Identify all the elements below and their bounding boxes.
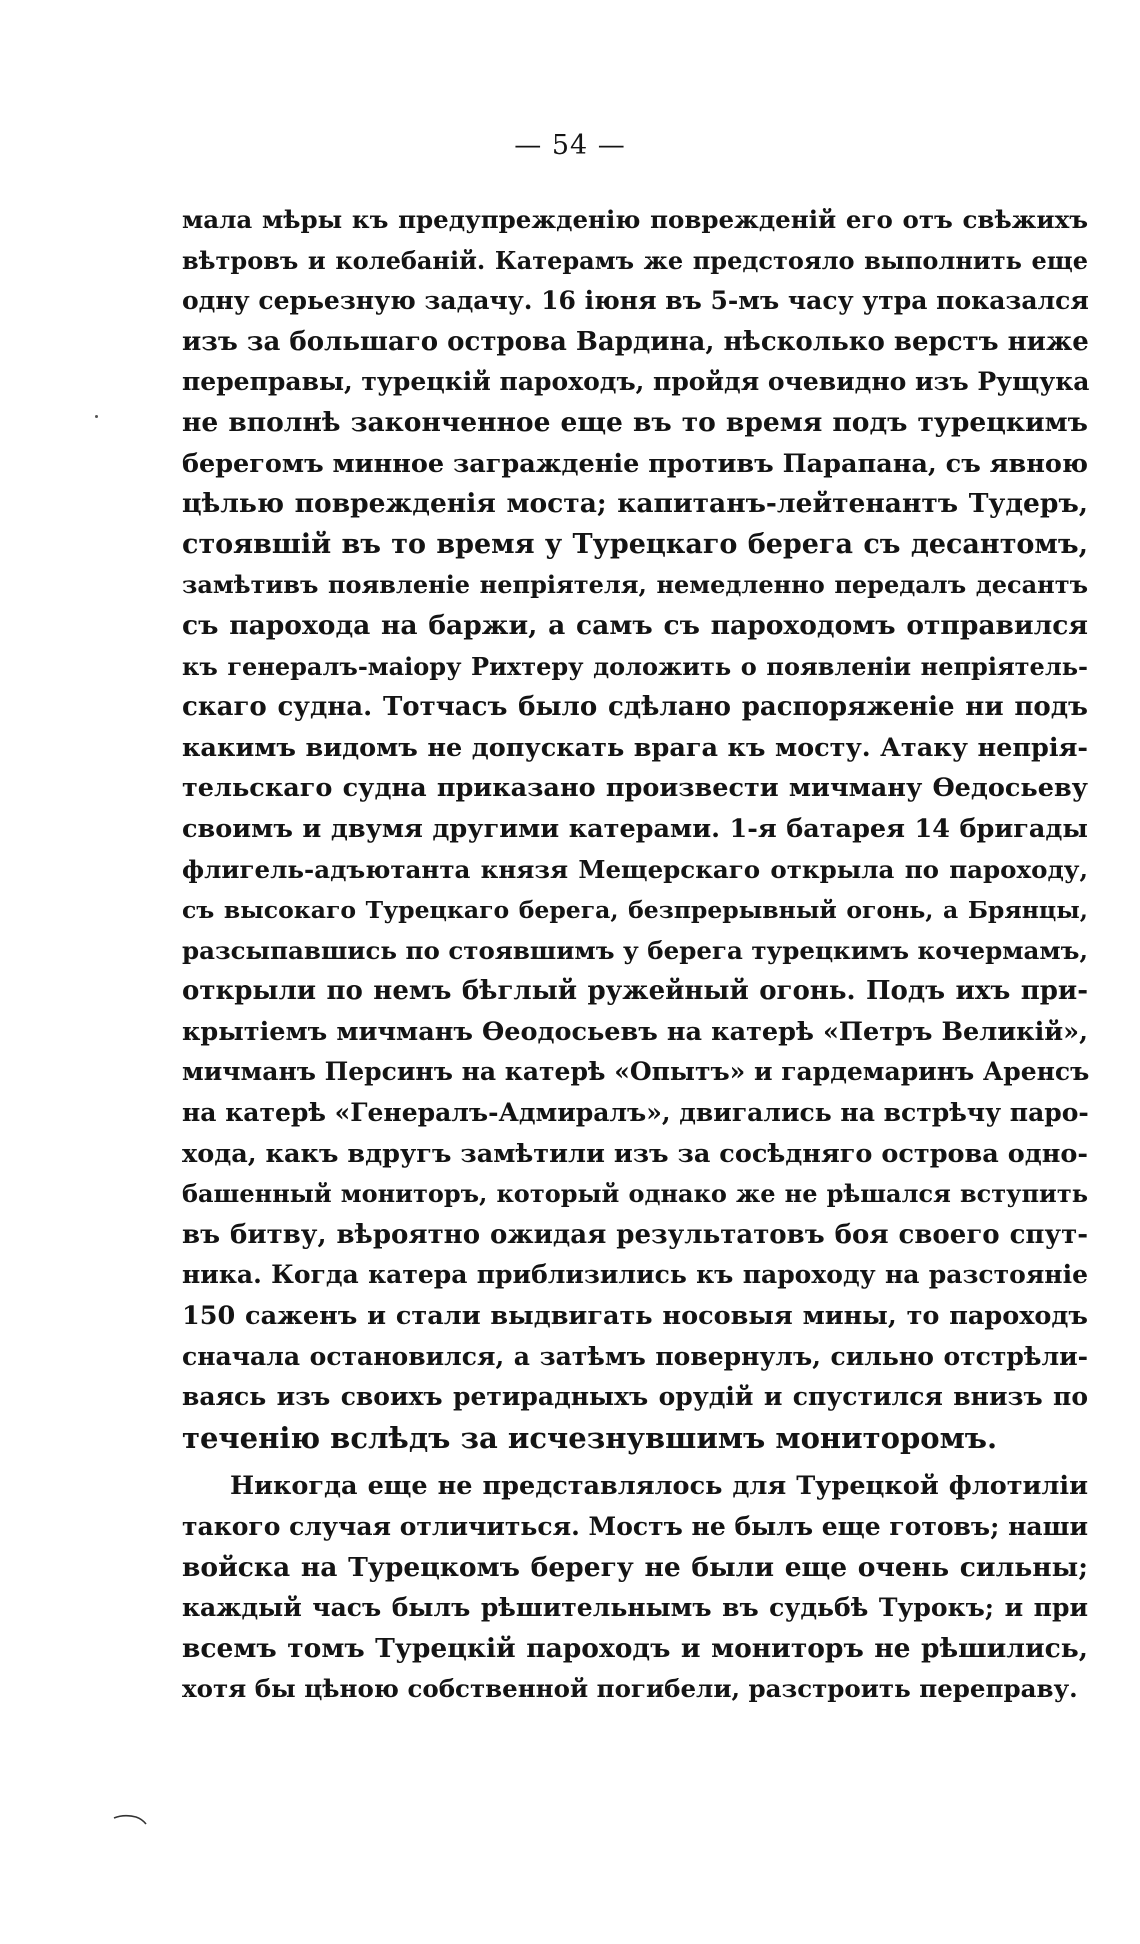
text-line: мичманъ Персинъ на катерѣ «Опытъ» и гардемаринъ Аренсъ [182,1057,1090,1087]
paragraph [182,1466,1088,1710]
text-line: войска на Турецкомъ берегу не были еще очень сильны; [182,1551,1088,1583]
text-line: разсыпавшись по стоявшимъ у берега турецкимъ кочермамъ, [182,935,1088,965]
text-line: какимъ видомъ не допускать врага къ мосту. Атаку непрія- [182,732,1088,763]
text-line: всемъ томъ Турецкій пароходъ и мониторъ не рѣшились, [182,1632,1088,1664]
text-line: флигель-адъютанта князя Мещерскаго открыла по пароходу, [182,854,1088,884]
text-line: тельскаго судна приказано произвести мичману Ѳедосьеву [182,773,1088,804]
text-line: замѣтивъ появленіе непріятеля, немедленно передалъ десантъ [182,570,1088,600]
page-number: — 54 — [514,130,626,161]
text-line: къ генералъ-маіору Рихтеру доложить о появленіи непріятель- [182,651,1088,681]
text-line: одну серьезную задачу. 16 іюня въ 5-мъ часу утра показался [182,286,1089,316]
text-line: мала мѣры къ предупрежденію поврежденій его отъ свѣжихъ [182,205,1088,234]
text-line: стоявшій въ то время у Турецкаго берега съ десантомъ, [182,528,1088,560]
text-line: своимъ и двумя другими катерами. 1-я батарея 14 бригады [182,813,1088,844]
text-line: теченію вслѣдъ за исчезнувшимъ мониторомъ. [182,1420,998,1455]
text-line: вѣтровъ и колебаній. Катерамъ же предстояло выполнить еще [182,245,1088,275]
text-line: башенный мониторъ, который однако же не рѣшался вступить [182,1179,1088,1209]
text-line: хотя бы цѣною собственной погибели, разстроить переправу. [182,1674,1078,1704]
text-line: скаго судна. Тотчасъ было сдѣлано распоряженіе ни подъ [182,692,1088,723]
margin-mark [112,1812,152,1828]
text-line: крытіемъ мичманъ Ѳеодосьевъ на катерѣ «Петръ Великій», [182,1016,1088,1047]
body-text [182,200,1088,1710]
text-line: ника. Когда катера приблизились къ пароходу на разстояніе [182,1260,1088,1290]
text-line: съ высокаго Турецкаго берега, безпрерывный огонь, а Брянцы, [182,896,1088,925]
text-line: каждый часъ былъ рѣшительнымъ въ судьбѣ Турокъ; и при [182,1593,1088,1623]
paragraph [182,200,1088,1458]
text-line: цѣлью поврежденія моста; капитанъ-лейтенантъ Тудеръ, [182,488,1088,520]
text-line: Никогда еще не представлялось для Турецкой флотиліи [230,1471,1088,1502]
text-line: не вполнѣ законченное еще въ то время подъ турецкимъ [182,406,1088,438]
text-line: открыли по немъ бѣглый ружейный огонь. Подъ ихъ при- [182,976,1088,1007]
text-line: переправы, турецкій пароходъ, пройдя очевидно изъ Рущука [182,367,1090,397]
text-line: берегомъ минное загражденіе противъ Парапана, съ явною [182,448,1089,479]
text-line: въ битву, вѣроятно ожидая результатовъ боя своего спут- [182,1219,1088,1250]
text-line: ваясь изъ своихъ ретирадныхъ орудій и спустился внизъ по [182,1382,1088,1412]
text-line: изъ за большаго острова Вардина, нѣсколько верстъ ниже [182,326,1089,357]
text-line: 150 саженъ и стали выдвигать носовыя мины, то пароходъ [182,1301,1088,1332]
page-speck [95,415,98,418]
text-line: съ парохода на баржи, а самъ съ пароходомъ отправился [182,609,1088,641]
text-line: хода, какъ вдругъ замѣтили изъ за сосѣдняго острова одно- [182,1138,1088,1169]
text-line: сначала остановился, а затѣмъ повернулъ, сильно отстрѣли- [182,1341,1088,1371]
text-line: такого случая отличиться. Мостъ не былъ еще готовъ; наши [182,1512,1088,1541]
text-line: на катерѣ «Генералъ-Адмиралъ», двигались на встрѣчу паро- [182,1098,1089,1128]
